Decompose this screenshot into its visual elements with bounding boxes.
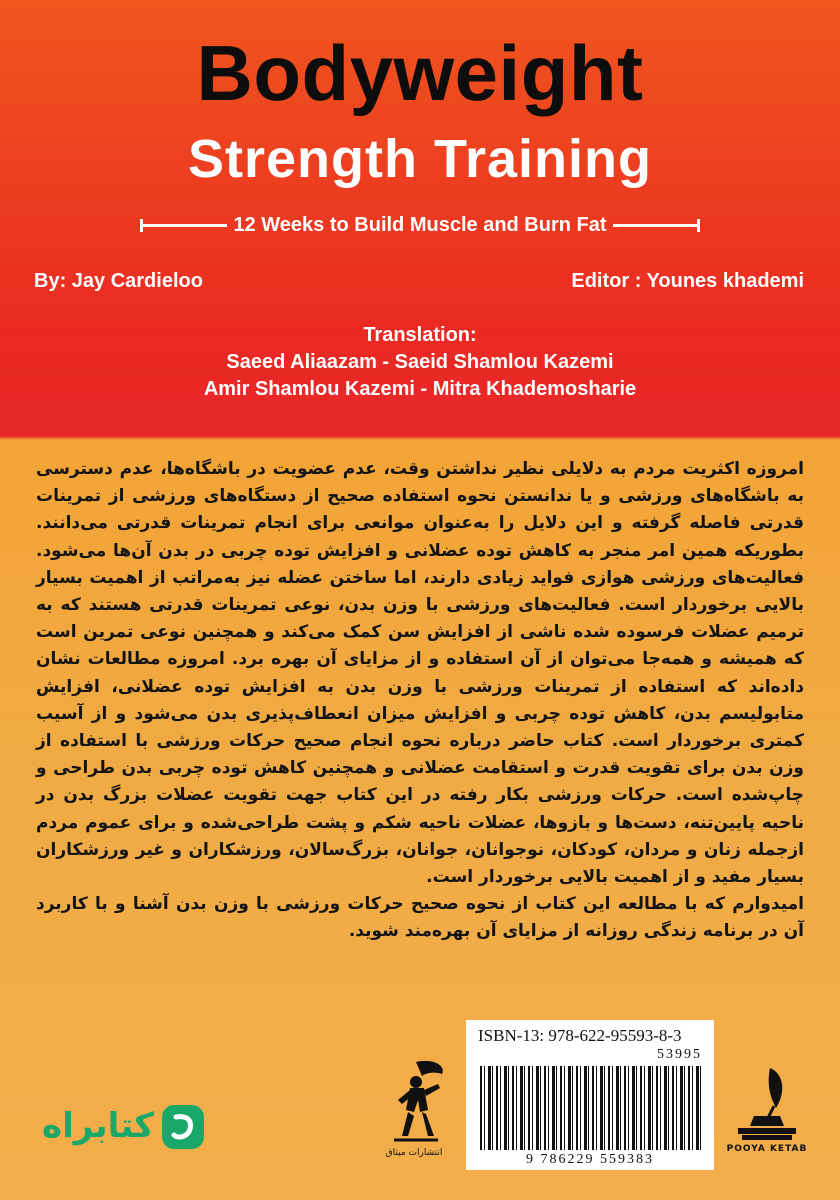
description-text	[36, 456, 804, 946]
translation-block	[0, 322, 840, 403]
book-title-sub: Strength Training	[187, 129, 652, 189]
description-paragraph-1: امروزه اکثریت مردم به دلایلی نظیر نداشتن وقت، عدم عضویت در باشگاه‌ها، عدم دسترسی به باشگاه‌های ورزشی و یا ندانستن نحوه استفاده صحیح از دستگاه‌های ورزشی از تمرینات قدرتی فاصله گرفته و این دلایل را به‌عنوان موانعی برای انجام تمرینات قدرتی می‌دانند. بطوریکه همین امر منجر به کاهش توده عضلانی و افزایش توده چربی در بدن آن‌ها می‌شود. فعالیت‌های ورزشی هوازی فواید زیادی دارند، اما ساختن عضله نیز به‌مراتب از اهمیت بسیار بالایی برخوردار است. فعالیت‌های ورزشی با وزن بدن، نوعی تمرینات قدرتی هستند که به ترمیم عضلات فرسوده شده ناشی از افزایش سن کمک می‌کند و همچنین نوعی تمرین است که همیشه و همه‌جا می‌توان از آن استفاده و از مزایای آن بهره برد. امروزه مطالعات نشان داده‌اند که استفاده از تمرینات ورزشی با وزن بدن به افزایش توده عضلانی، افزایش متابولیسم بدن، کاهش توده چربی و افزایش میزان انعطاف‌پذیری بدن می‌شود و از آسیب کمتری برخوردار است. کتاب حاضر درباره نحوه انجام صحیح حرکات ورزشی با استفاده از وزن بدن برای تقویت قدرت و استقامت عضلانی و همچنین کاهش توده چربی بدن طراحی و چاپ‌شده است. حرکات ورزشی بکار رفته در این کتاب جهت تقویت عضلات بزرگ بدن در ناحیه پایین‌تنه، دست‌ها و بازوها، عضلات ناحیه شکم و پشت طراحی‌شده و برای عموم مردم ازجمله زنان و مردان، کودکان، نوجوانان، جوانان، بزرگ‌سالان، ورزشکاران و غیر ورزشکاران بسیار مفید و از اهمیت بالایی برخوردار است.	[36, 459, 804, 888]
publisher-logo-left	[376, 1056, 452, 1166]
isbn-barcode	[466, 1020, 714, 1170]
quill-figure-icon	[376, 1056, 452, 1148]
barcode-number: 9 786229 559383	[526, 1152, 654, 1167]
ketabrah-logo-text: کتابراه	[42, 1106, 155, 1146]
publisher-logo-right	[726, 1064, 808, 1174]
publisher-right-caption: POOYA KETAB	[726, 1144, 808, 1154]
tagline-rule-left	[140, 224, 227, 227]
price-addon-code: 53995	[657, 1047, 702, 1062]
ketabrah-emblem-icon	[158, 1099, 208, 1153]
publisher-left-caption: انتشارات میثاق	[385, 1148, 443, 1158]
tagline-text: 12 Weeks to Build Muscle and Burn Fat	[233, 213, 607, 236]
isbn-text: ISBN-13: 978-622-95593-8-3	[478, 1026, 682, 1045]
ketabrah-logo	[42, 1096, 212, 1156]
translators-line-1: Saeed Aliaazam - Saeid Shamlou Kazemi	[226, 351, 614, 373]
description-paragraph-2: امیدوارم که با مطالعه این کتاب از نحوه صحیح حرکات ورزشی با وزن بدن آشنا و با کاربرد آن در برنامه زندگی روزانه از مزایای آن بهره‌مند شوید.	[36, 894, 804, 942]
translation-label: Translation:	[363, 324, 477, 346]
tagline-row	[140, 210, 700, 240]
editor-line: Editor : Younes khademi	[571, 270, 804, 292]
author-line: By: Jay Cardieloo	[34, 270, 203, 292]
inkwell-quill-icon	[726, 1064, 808, 1144]
book-title-main: Bodyweight	[196, 29, 644, 117]
barcode-bars	[480, 1066, 702, 1150]
tagline-rule-right	[613, 224, 700, 227]
translators-line-2: Amir Shamlou Kazemi - Mitra Khademosharie	[203, 378, 637, 400]
